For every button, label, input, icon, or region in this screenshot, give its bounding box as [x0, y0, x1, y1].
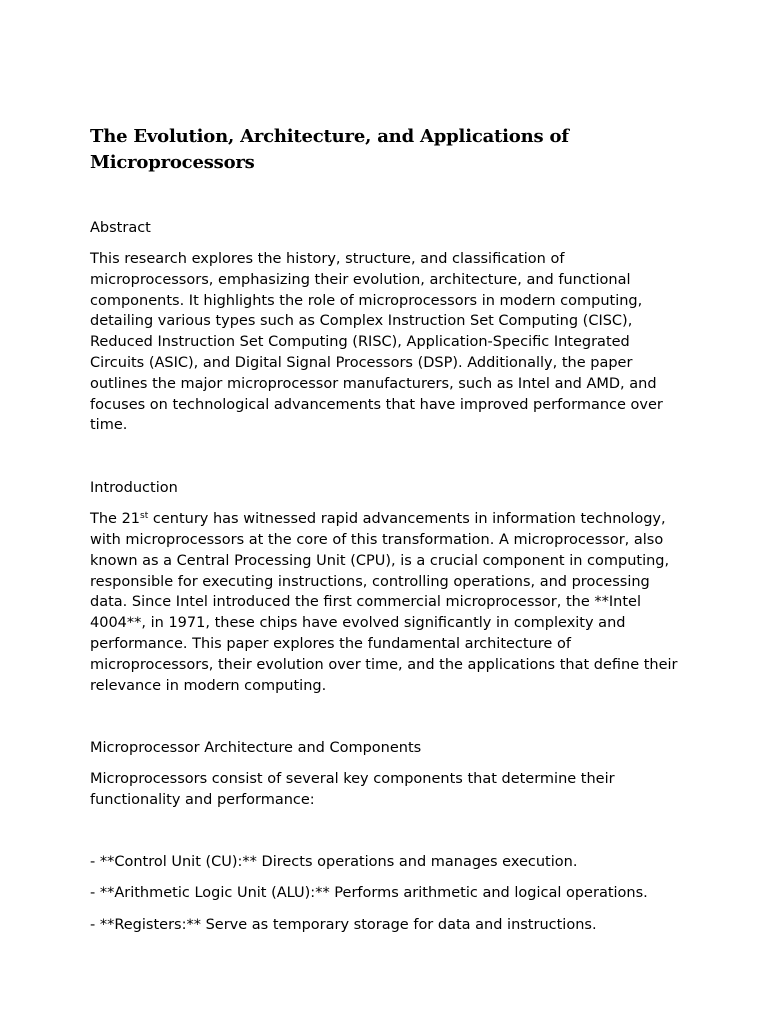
document-content	[90, 124, 680, 946]
introduction-heading: Introduction	[90, 480, 178, 497]
list-item: - **Arithmetic Logic Unit (ALU):** Performs arithmetic and logical operations.	[90, 885, 648, 902]
architecture-paragraph: Microprocessors consist of several key components that determine their functionality and performance:	[90, 771, 615, 809]
abstract-paragraph: This research explores the history, structure, and classification of microprocessors, emphasizing their evolution, architecture, and functional components. It highlights the role of microprocessors in modern computing, detailing various types such as Complex Instruction Set Computing (CISC), Reduced Instruction Set Computing (RISC), Application-Specific Integrated Circuits (ASIC), and Digital Signal Processors (DSP). Additionally, the paper outlines the major microprocessor manufacturers, such as Intel and AMD, and focuses on technological advancements that have improved performance over time.	[90, 251, 663, 434]
abstract-heading: Abstract	[90, 220, 151, 236]
architecture-heading: Microprocessor Architecture and Components	[90, 740, 422, 757]
list-item: - **Control Unit (CU):** Directs operations and manages execution.	[90, 853, 578, 870]
list-item: - **Registers:** Serve as temporary storage for data and instructions.	[90, 916, 597, 933]
intro-text-prefix: The 21	[90, 511, 141, 528]
component-list	[90, 852, 680, 936]
introduction-paragraph	[90, 509, 680, 696]
paper-title: The Evolution, Architecture, and Applications of Microprocessors	[90, 126, 569, 173]
intro-text-rest: century has witnessed rapid advancements in information technology, with microprocessors at the core of this transformation. A microprocessor, also known as a Central Processing Unit (CPU), is a crucial component in computing, responsible for executing instructions, controlling operations, and processing data. Since Intel introduced the first commercial microprocessor, the **Intel 4004**, in 1971, these chips have evolved significantly in complexity and performance. This paper explores the fundamental architecture of microprocessors, their evolution over time, and the applications that define their relevance in modern computing.	[90, 511, 678, 694]
intro-superscript: st	[140, 511, 149, 522]
